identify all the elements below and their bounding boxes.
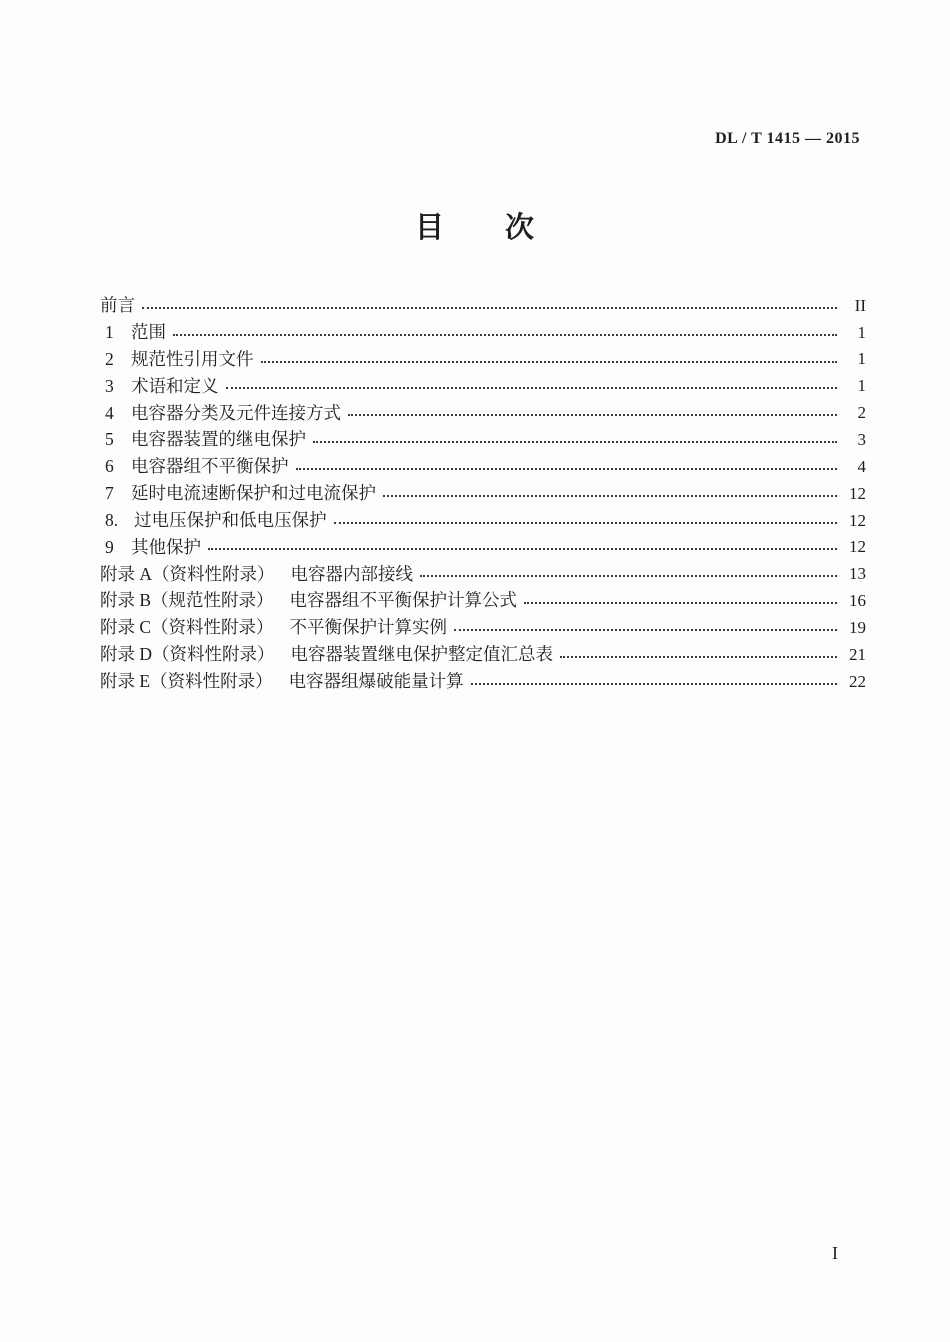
- dotted-leader: [454, 629, 837, 631]
- footer-page-number: I: [832, 1243, 839, 1263]
- toc-entry-title: 电容器分类及元件连接方式: [131, 402, 341, 423]
- toc-entry-page: 12: [849, 537, 866, 557]
- toc-entry-number: 2: [105, 348, 114, 369]
- toc-entry-number: 附录 B（规范性附录）: [100, 590, 274, 611]
- toc-entry-title: 电容器内部接线: [290, 563, 414, 584]
- dotted-leader: [208, 548, 837, 550]
- toc-row: [100, 531, 866, 558]
- toc-row: [100, 638, 866, 665]
- toc-row: [100, 584, 866, 611]
- toc-entry-number: 6: [105, 456, 114, 477]
- toc-row: [100, 611, 866, 638]
- toc-row: [100, 665, 866, 692]
- toc-row: [100, 477, 866, 504]
- toc-entry-page: 1: [857, 376, 866, 396]
- toc-entry-title: 不平衡保护计算实例: [289, 617, 448, 638]
- toc-entry-page: 19: [849, 617, 866, 637]
- toc-entry-number: 4: [105, 402, 114, 423]
- dotted-leader: [261, 361, 838, 363]
- dotted-leader: [348, 414, 837, 416]
- dotted-leader: [420, 575, 837, 577]
- toc-entry-title: 规范性引用文件: [131, 348, 254, 369]
- toc-row: [100, 504, 866, 531]
- toc-entry-page: 13: [849, 564, 866, 584]
- dotted-leader: [173, 334, 837, 336]
- dotted-leader: [383, 495, 837, 497]
- standard-number: DL / T 1415 — 2015: [715, 130, 860, 147]
- toc-entry-title: 范围: [131, 322, 166, 343]
- toc-entry-number: 5: [105, 429, 114, 450]
- dotted-leader: [471, 683, 837, 685]
- toc-row: [100, 396, 866, 423]
- toc-entry-number: 附录 D（资料性附录）: [100, 644, 275, 665]
- toc-entry-title: 术语和定义: [131, 375, 219, 396]
- toc-entry-number: 3: [105, 375, 114, 396]
- toc-row: [100, 450, 866, 477]
- toc-row: [100, 370, 866, 397]
- toc-entry-title: 电容器装置继电保护整定值汇总表: [290, 644, 554, 665]
- toc-entry-title: 电容器组不平衡保护: [131, 456, 289, 477]
- dotted-leader: [334, 522, 837, 524]
- toc-row: [100, 289, 866, 316]
- page-title: 目 次: [414, 212, 535, 244]
- toc-row: [100, 557, 866, 584]
- toc-entry-page: 1: [857, 322, 866, 342]
- dotted-leader: [313, 441, 837, 443]
- toc-entry-number: 附录 C（资料性附录）: [100, 617, 274, 638]
- toc-entry-number: 1: [105, 322, 114, 343]
- toc-entry-title: 电容器装置的继电保护: [131, 429, 306, 450]
- dotted-leader: [226, 387, 838, 389]
- toc-entry-page: 21: [849, 644, 866, 664]
- toc-entry-page: II: [854, 295, 866, 315]
- toc-entry-page: 12: [849, 510, 866, 530]
- toc-entry-page: 2: [857, 403, 866, 423]
- toc-entry-title: 其他保护: [131, 536, 201, 557]
- toc-row: [100, 316, 866, 343]
- toc-entry-title: 延时电流速断保护和过电流保护: [131, 483, 376, 504]
- toc-entry-page: 3: [857, 430, 866, 450]
- toc-row: [100, 423, 866, 450]
- dotted-leader: [296, 468, 838, 470]
- toc-entry-page: 12: [849, 483, 866, 503]
- toc-entry-page: 22: [849, 671, 866, 691]
- toc-entry-title: 前言: [100, 295, 135, 316]
- toc-entry-number: 9: [105, 536, 114, 557]
- toc-entry-number: 附录 A（资料性附录）: [100, 563, 275, 584]
- dotted-leader: [524, 602, 837, 604]
- toc-entry-number: 7: [105, 483, 114, 504]
- toc-entry-page: 16: [849, 591, 866, 611]
- toc-row: [100, 343, 866, 370]
- toc-entry-page: 4: [857, 456, 866, 476]
- toc-entry-number: 附录 E（资料性附录）: [100, 671, 273, 692]
- toc-entry-title: 电容器组爆破能量计算: [288, 671, 464, 692]
- toc-entry-number: 8.: [105, 509, 119, 530]
- table-of-contents: [100, 289, 866, 692]
- dotted-leader: [560, 656, 837, 658]
- toc-entry-page: 1: [857, 349, 866, 369]
- toc-entry-title: 过电压保护和低电压保护: [134, 509, 327, 530]
- dotted-leader: [142, 307, 837, 309]
- toc-entry-title: 电容器组不平衡保护计算公式: [289, 590, 518, 611]
